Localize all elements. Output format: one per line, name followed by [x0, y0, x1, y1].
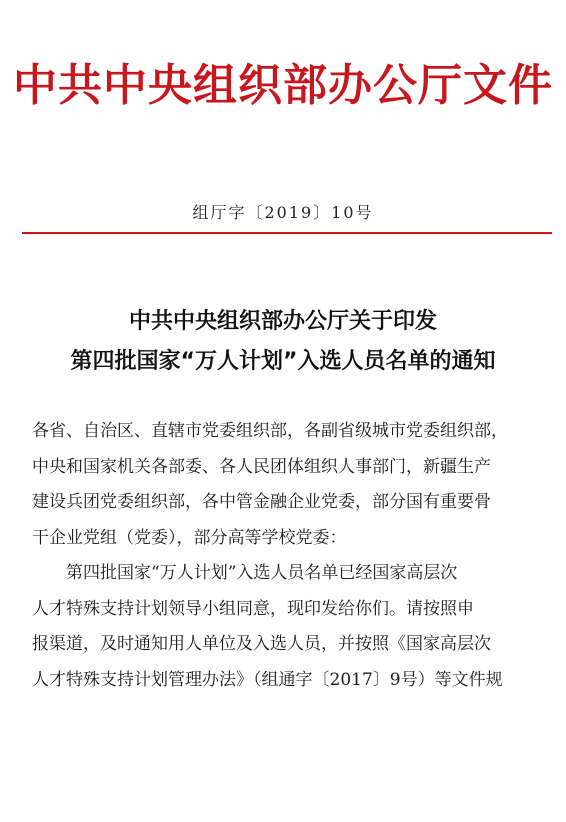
red-separator-line: [22, 232, 552, 234]
document-title: [0, 302, 566, 382]
title-line-2: 第四批国家“万人计划”入选人员名单的通知: [70, 349, 496, 374]
addressee-line: 各省、自治区、直辖市党委组织部，各副省级城市党委组织部，: [32, 421, 508, 441]
document-body: [32, 414, 544, 698]
addressee-line: 中央和国家机关各部委、各人民团体组织人事部门，新疆生产: [32, 456, 491, 477]
title-line-1: 中共中央组织部办公厅关于印发: [128, 309, 437, 334]
addressee-block: [32, 414, 544, 556]
document-number: 组厅字〔2019〕10号: [192, 203, 374, 222]
addressee-line: 干企业党组（党委），部分高等学校党委：: [32, 527, 347, 548]
paragraph-line: 人才特殊支持计划管理办法》（组通字〔2017〕9号）等文件规: [32, 669, 503, 690]
body-paragraph: [32, 556, 544, 698]
paragraph-line: 第四批国家“万人计划”入选人员名单已经国家高层次: [66, 563, 458, 583]
document-masthead: 中共中央组织部办公厅文件: [13, 60, 553, 111]
paragraph-line: 人才特殊支持计划领导小组同意，现印发给你们。请按照申: [32, 598, 474, 619]
addressee-line: 建设兵团党委组织部，各中管金融企业党委，部分国有重要骨: [32, 492, 491, 512]
paragraph-line: 报渠道，及时通知用人单位及入选人员，并按照《国家高层次: [32, 634, 491, 654]
